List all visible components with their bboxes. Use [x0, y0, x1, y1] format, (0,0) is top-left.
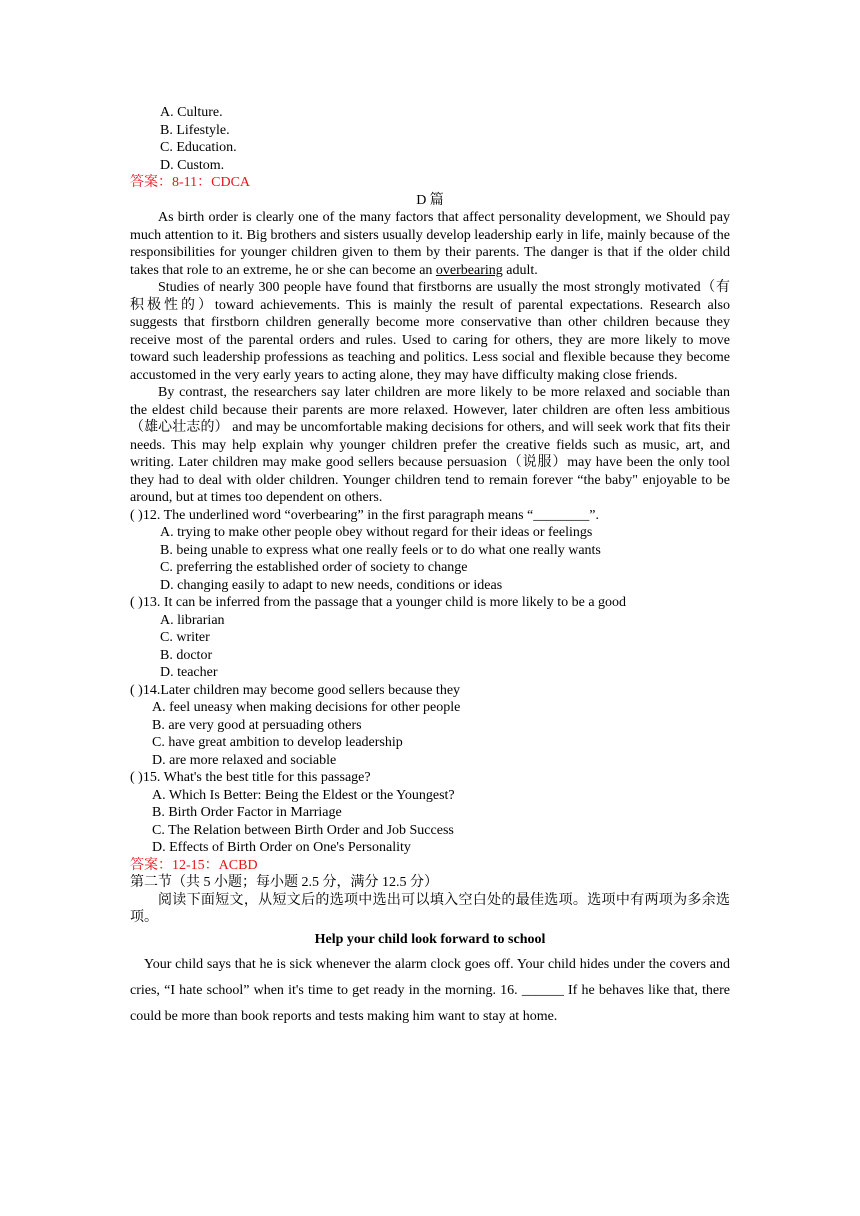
option: C. preferring the established order of society to change	[160, 560, 468, 575]
question-15	[130, 769, 730, 857]
section-2-instruction: 阅读下面短文，从短文后的选项中选出可以填入空白处的最佳选项。选项中有两项为多余选项。	[130, 892, 730, 925]
prev-question-options	[130, 104, 730, 174]
option: D. Custom.	[160, 157, 225, 173]
passage-paragraph-1: Your child says that he is sick whenever the alarm clock goes off. Your child hides under the covers and cries, “I hate school” when it's time to get ready in the morning. 16. ______ If he behaves like that, there could be more than book reports and tests making him want to stay at home.	[130, 957, 730, 1024]
option: C. The Relation between Birth Order and Job Success	[152, 822, 454, 838]
answer-8-11: 答案：8-11：CDCA	[130, 175, 251, 190]
option: B. Birth Order Factor in Marriage	[152, 805, 342, 820]
option: D. Effects of Birth Order on One's Personality	[152, 840, 411, 855]
paragraph-1	[130, 209, 730, 279]
option: B. Lifestyle.	[160, 122, 230, 138]
option: A. feel uneasy when making decisions for other people	[152, 700, 461, 715]
document-page	[130, 104, 730, 1030]
question-13	[130, 594, 730, 682]
question-stem: ( )13. It can be inferred from the passage that a younger child is more likely to be a good	[130, 595, 627, 610]
option: D. teacher	[160, 665, 218, 680]
option: A. Which Is Better: Being the Eldest or the Youngest?	[152, 787, 455, 803]
underlined-word: overbearing	[435, 262, 503, 278]
option: C. have great ambition to develop leadership	[152, 735, 403, 750]
answer-12-15: 答案：12-15：ACBD	[130, 857, 258, 873]
passage-title: Help your child look forward to school	[314, 931, 546, 947]
paragraph-1-text: As birth order is clearly one of the many factors that affect personality development, we Should pay much attention to it. Big brothers and sisters usually develop leadership early in life, mainly because of the responsibilities for younger children given to them by their parents. The danger is that if the older child takes that role to an extreme, he or she can become an	[130, 210, 730, 278]
option: A. Culture.	[160, 105, 223, 120]
paragraph-3: By contrast, the researchers say later children are more likely to be more relaxed and sociable than the eldest child because their parents are more relaxed. However, later children are often less ambitious（雄心壮志的） and may be uncomfortable making decisions for others, and will seek work that fits their needs. This may help explain why younger children prefer the creative fields such as music, art, and writing. Later children may make good sellers because persuasion（说服）may have been the only tool they had to deal with older children. Younger children tend to remain forever “the baby" enjoyable to be around, but at times too dependent on others.	[130, 385, 730, 505]
option: C. Education.	[160, 140, 237, 155]
option: B. doctor	[160, 647, 213, 663]
question-12	[130, 507, 730, 595]
option: B. are very good at persuading others	[152, 717, 362, 733]
question-14	[130, 682, 730, 770]
question-stem: ( )15. What's the best title for this passage?	[130, 770, 371, 785]
option: D. changing easily to adapt to new needs, conditions or ideas	[160, 577, 503, 593]
section-2-heading: 第二节（共 5 小题；每小题 2.5 分，满分 12.5 分）	[130, 875, 438, 890]
option: A. librarian	[160, 612, 225, 628]
paragraph-1-end: adult.	[502, 262, 538, 278]
question-stem: ( )12. The underlined word “overbearing” in the first paragraph means “________”.	[130, 507, 599, 523]
option: D. are more relaxed and sociable	[152, 752, 337, 768]
paragraph-2: Studies of nearly 300 people have found that firstborns are usually the most strongly motivated（有积极性的）toward achievements. This is mainly the result of parental expectations. Research also suggests that firstborn children generally become more conservative than other children because they receive most of the parental orders and rules. Used to caring for others, they are more likely to move toward such leadership professions as teaching and politics. Less social and flexible because they become accustomed in the very early years to acting alone, they may have difficulty making close friends.	[130, 280, 730, 383]
option: A. trying to make other people obey without regard for their ideas or feelings	[160, 525, 593, 540]
section-d-heading: D 篇	[416, 192, 444, 208]
option: B. being unable to express what one really feels or to do what one really wants	[160, 542, 601, 558]
question-stem: ( )14.Later children may become good sellers because they	[130, 682, 461, 698]
option: C. writer	[160, 630, 210, 645]
